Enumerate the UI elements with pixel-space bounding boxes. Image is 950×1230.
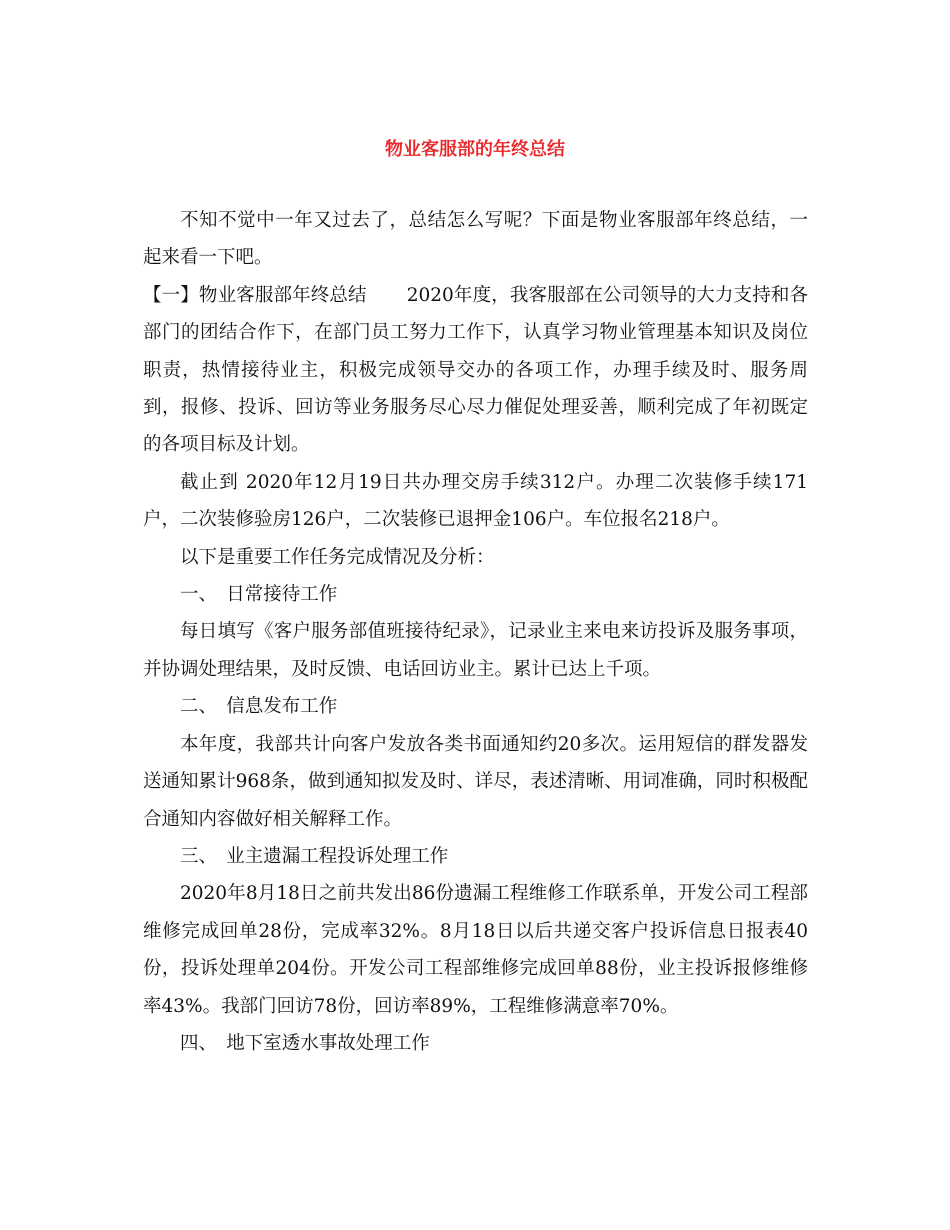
part-one-label: 【一】物业客服部年终总结 <box>143 284 367 306</box>
section-body-3: 2020年8月18日之前共发出86份遗漏工程维修工作联系单，开发公司工程部维修完成回单28份，完成率32%。8月18日以后共递交客户投诉信息日报表40份，投诉处理单204份。开发公司工程部维修完成回单88份，业主投诉报修维修率43%。我部门回访78份，回访率89%，工程维修满意率70%。 <box>143 883 808 1017</box>
section-heading-3: 三、 业主遗漏工程投诉处理工作 <box>180 845 449 867</box>
section-heading-4: 四、 地下室透水事故处理工作 <box>180 1032 430 1054</box>
stats-paragraph: 截止到 2020年12月19日共办理交房手续312户。办理二次装修手续171户，二次装修验房126户，二次装修已退押金106户。车位报名218户。 <box>143 471 808 531</box>
document-body <box>143 202 808 1062</box>
intro-paragraph: 不知不觉中一年又过去了，总结怎么写呢？下面是物业客服部年终总结，一起来看一下吧。 <box>143 210 808 269</box>
section-body-2: 本年度，我部共计向客户发放各类书面通知约20多次。运用短信的群发器发送通知累计968条，做到通知拟发及时、详尽，表述清晰、用词准确，同时积极配合通知内容做好相关解释工作。 <box>143 733 808 830</box>
part-one-text: 2020年度，我客服部在公司领导的大力支持和各部门的团结合作下，在部门员工努力工作下，认真学习物业管理基本知识及岗位职责，热情接待业主，积极完成领导交办的各项工作，办理手续及时、服务周到，报修、投诉、回访等业务服务尽心尽力催促处理妥善，顺利完成了年初既定的各项目标及计划。 <box>143 284 808 456</box>
analysis-intro: 以下是重要工作任务完成情况及分析： <box>180 546 495 568</box>
section-heading-1: 一、 日常接待工作 <box>180 584 338 606</box>
document-title: 物业客服部的年终总结 <box>385 139 565 160</box>
part-one-paragraph <box>143 277 808 464</box>
section-body-1: 每日填写《客户服务部值班接待纪录》，记录业主来电来访投诉及服务事项，并协调处理结果，及时反馈、电话回访业主。累计已达上千项。 <box>143 621 808 680</box>
section-heading-2: 二、 信息发布工作 <box>180 696 338 718</box>
